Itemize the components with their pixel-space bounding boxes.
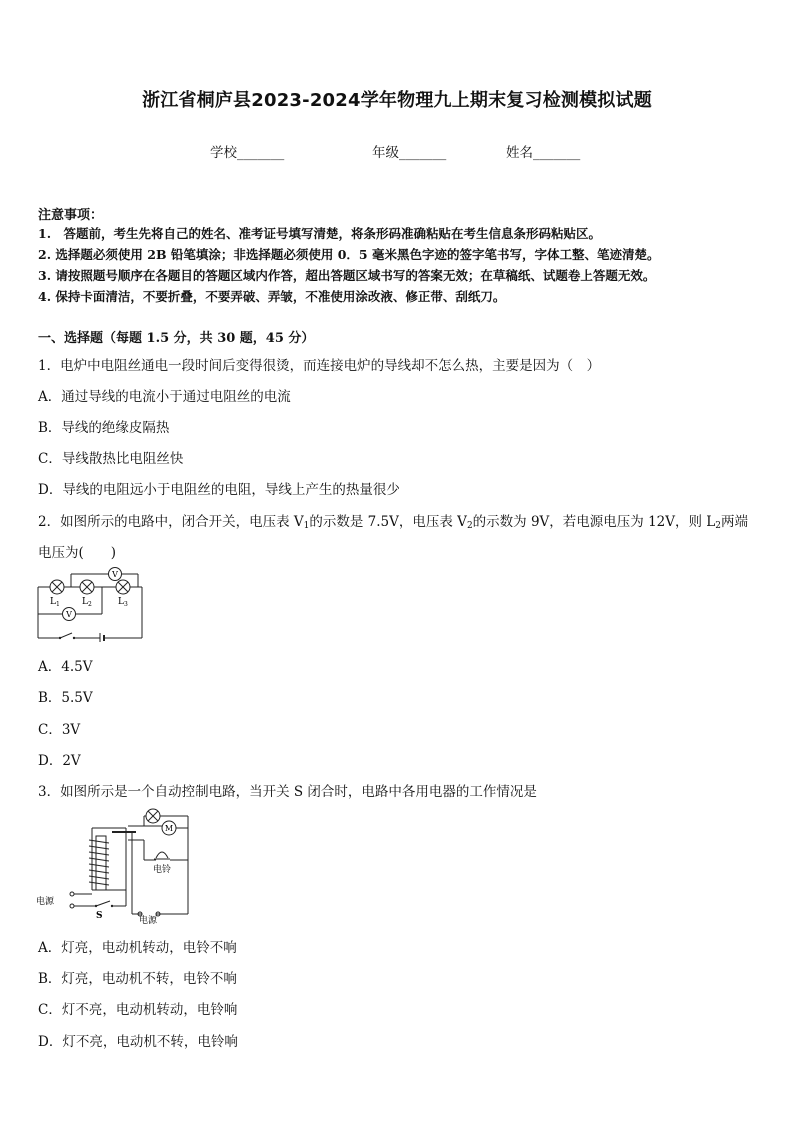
question-2-stem: 2．如图所示的电路中，闭合开关，电压表 $V_1$的示数是 7.5V，电压表 $V_2$的示数为 9V，若电源电压为 12V，则 $L_2$两端 — [38, 514, 749, 531]
lamp-3-label: $L_3$ — [118, 597, 128, 608]
lamp-2-label: $L_2$ — [82, 597, 92, 608]
notes-heading: 注意事项： — [38, 208, 104, 223]
question-3-circuit-figure — [34, 806, 196, 924]
switch-label: S — [96, 911, 103, 921]
question-3-option-d[interactable]: D．灯不亮，电动机不转，电铃响 — [38, 1034, 238, 1050]
grade-field[interactable]: 年级_______ — [372, 145, 447, 161]
school-field[interactable]: 学校_______ — [210, 145, 285, 161]
question-1-option-a[interactable]: A．通过导线的电流小于通过电阻丝的电流 — [38, 389, 291, 405]
voltmeter-top-label: V — [112, 570, 118, 579]
note-item: 4. 保持卡面清洁，不要折叠，不要弄破、弄皱，不准使用涂改液、修正带、刮纸刀。 — [38, 289, 506, 304]
note-item: 3. 请按照题号顺序在各题目的答题区域内作答，超出答题区域书写的答案无效；在草稿纸、试题卷上答题无效。 — [38, 268, 656, 283]
note-item: 1. 答题前，考生先将自己的姓名、准考证号填写清楚，将条形码准确粘贴在考生信息条形码粘贴区。 — [38, 226, 602, 241]
power-source-label: 电源 — [138, 916, 158, 924]
question-2-option-b[interactable]: B．5.5V — [38, 690, 93, 706]
voltmeter-bottom-label: V — [66, 610, 72, 619]
question-2-option-c[interactable]: C．3V — [38, 722, 81, 738]
section-heading: 一、选择题（每题 1.5 分，共 30 题，45 分） — [38, 331, 315, 346]
question-3-option-a[interactable]: A．灯亮，电动机转动，电铃不响 — [38, 940, 237, 956]
question-1-option-b[interactable]: B．导线的绝缘皮隔热 — [38, 420, 170, 436]
question-2-option-d[interactable]: D．2V — [38, 753, 81, 769]
name-field[interactable]: 姓名_______ — [506, 145, 581, 161]
question-2-option-a[interactable]: A．4.5V — [38, 659, 93, 675]
page-title: 浙江省桐庐县2023-2024学年物理九上期末复习检测模拟试题 — [142, 90, 652, 111]
note-item: 2. 选择题必须使用 2B 铅笔填涂；非选择题必须使用 0．5 毫米黑色字迹的签字笔书写，字体工整、笔迹清楚。 — [38, 247, 660, 262]
question-2-circuit-figure — [34, 566, 146, 642]
question-3-stem: 3．如图所示是一个自动控制电路，当开关 S 闭合时，电路中各用电器的工作情况是 — [38, 784, 537, 800]
question-2-stem-line2: 电压为( ) — [38, 545, 117, 561]
question-1-stem: 1．电炉中电阻丝通电一段时间后变得很烫，而连接电炉的导线却不怎么热，主要是因为（ ） — [38, 358, 601, 374]
control-source-label: 电源 — [36, 897, 55, 907]
question-1-option-d[interactable]: D．导线的电阻远小于电阻丝的电阻，导线上产生的热量很少 — [38, 482, 400, 498]
bell-label: 电铃 — [152, 865, 172, 875]
question-1-option-c[interactable]: C．导线散热比电阻丝快 — [38, 451, 184, 467]
question-3-option-b[interactable]: B．灯亮，电动机不转，电铃不响 — [38, 971, 237, 987]
lamp-1-label: $L_1$ — [50, 597, 60, 608]
question-3-option-c[interactable]: C．灯不亮，电动机转动，电铃响 — [38, 1002, 238, 1018]
motor-label: M — [164, 824, 174, 833]
